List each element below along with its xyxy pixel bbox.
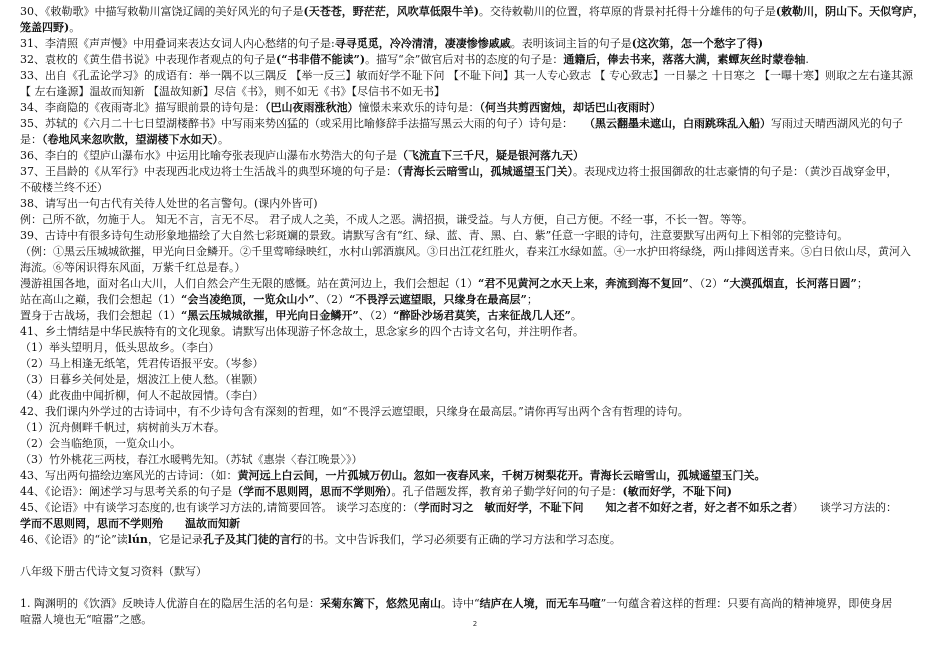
page-number: 2: [472, 620, 478, 628]
line-text: （1）举头望明月，低头思故乡。（李白）: [20, 341, 220, 354]
line-text: 八年级下册古代诗文复习资料（默写）: [20, 565, 207, 578]
line-text: 海流。⑥等闲识得东风面，万紫千红总是春。）: [20, 261, 246, 274]
answer-text: 学而时习之 敏而好学，不耻下问 知之者不如好之者，好之者不如乐之者: [418, 501, 793, 514]
answer-text: （青海长云暗雪山，孤城遥望玉门关）: [397, 165, 573, 178]
line-text: 30、《敕勒歌》中描写敕勒川富饶辽阔的美好风光的句子是: [20, 5, 304, 18]
line-text: 、（2）: [358, 309, 394, 322]
answer-text: （黑云翻墨未遮山，白雨跳珠乱入船）: [589, 117, 771, 130]
text-line: [20, 212, 932, 228]
text-line: [20, 404, 932, 420]
line-text: 33、出自《孔孟论学习》的成语有：举一隅不以三隅反 【举一反三】敏而好学不耻下问 【不耻下问】其一人专心致志 【 专心致志】一日暴之 十日寒之 【一曝十寒】则取之左右逢其源: [20, 69, 913, 82]
line-text: 36、李白的《望庐山瀑布水》中运用比喻夸张表现庐山瀑布水势浩大的句子是: [20, 149, 397, 162]
line-text: 。: [570, 309, 582, 322]
line-text: ） 谈学习方法的：: [792, 501, 897, 514]
answer-text: （卷地风来忽吹散，望湖楼下水如天）: [42, 133, 218, 146]
text-line: [20, 516, 932, 532]
text-line: [20, 260, 932, 276]
text-line: [20, 484, 932, 500]
text-line: [20, 20, 932, 36]
answer-text: (天苍苍，野茫茫，风吹草低限牛羊): [303, 5, 479, 18]
line-text: 37、王昌龄的《从军行》中表现西北戍边将士生活战斗的典型环境的句子是：: [20, 165, 397, 178]
line-text: 31、李清照《声声慢》中用叠词来表达女词人内心愁绪的句子是:: [20, 37, 335, 50]
line-text: 。孔子借题发挥，教育弟子勤学好问的句子是：: [391, 485, 623, 498]
answer-text: “大漠孤烟直，长河落日圆”: [723, 277, 857, 290]
answer-text: （飞流直下三千尺，疑是银河落九天）: [397, 149, 584, 162]
line-text: 是：: [20, 133, 42, 146]
line-text: 32、袁枚的《黄生借书说》中表现作者观点的句子是: [20, 53, 276, 66]
answer-text: lún: [127, 533, 148, 546]
line-text: 34、李商隐的《夜雨寄北》描写眼前景的诗句是：: [20, 101, 265, 114]
answer-text: 笼盖四野): [20, 21, 70, 34]
answer-text: （学而不思则罔，思而不学则殆）: [232, 485, 392, 498]
line-text: （例：①黑云压城城欲摧，甲光向日金鳞开。②千里莺啼绿映红，水村山郭酒旗风。③日出江花红胜火，春来江水绿如蓝。④一水护田将绿绕，两山排闼送青来。⑤白日依山尽，黄河入: [20, 245, 911, 258]
line-text: ”一句蕴含着这样的哲理：只要有高尚的精神境界，即使身居: [600, 597, 893, 610]
answer-text: （巴山夜雨涨秋池）: [265, 101, 359, 114]
answer-text: 孔子及其门徒的言行: [202, 533, 302, 546]
line-text: 46、《论语》的“论”读: [20, 533, 128, 546]
line-text: 35、苏轼的《六月二十七日望湖楼醉书》中写雨来势凶猛的（或采用比喻修辞手法描写黑云大雨的句子）诗句是：: [20, 117, 590, 130]
line-text: ；: [856, 277, 868, 290]
answer-text: (敕勒川，阴山下。天似穹庐，: [775, 5, 925, 18]
text-line: [20, 452, 932, 468]
text-line: [20, 196, 932, 212]
line-text: （1）沉舟侧畔千帆过，病树前头万木春。: [20, 421, 225, 434]
line-text: 憧憬未来欢乐的诗句是：: [358, 101, 480, 114]
line-text: 41、乡土情结是中华民族特有的文化现象。请默写出体现游子怀念故土，思念家乡的四个古诗文名句，并注明作者。: [20, 325, 584, 338]
answer-text: 黄河远上白云间，一片孤城万仞山。忽如一夜春风来，千树万树梨花开。青海长云暗雪山，孤城遥望玉门关。: [237, 469, 766, 482]
answer-text: 采菊东篱下，悠然见南山: [320, 597, 441, 610]
text-line: [20, 36, 932, 52]
line-text: 。表现戍边将士报国御敌的壮志豪情的句子是：（黄沙百战穿金甲，: [573, 165, 898, 178]
line-text: 。: [69, 21, 81, 34]
line-text: 漫游祖国各地，面对名山大川，人们自然会产生无限的感慨。站在黄河边上，我们会想起（1）: [20, 277, 478, 290]
text-line: [20, 180, 932, 196]
line-text: 45、《论语》中有谈学习态度的,也有谈学习方法的,请简要回答。 谈学习态度的：（: [20, 501, 419, 514]
line-text: （3）日暮乡关何处是，烟波江上使人愁。（崔颢）: [20, 373, 264, 386]
text-line: [20, 4, 932, 20]
answer-text: 结庐在人境，而无车马喧: [479, 597, 601, 610]
text-line: [20, 244, 932, 260]
line-text: 1. 陶渊明的《饮酒》反映诗人优游自在的隐居生活的名句是：: [20, 597, 320, 610]
answer-text: “君不见黄河之水天上来，奔流到海不复回”: [478, 277, 689, 290]
text-line: [20, 388, 932, 404]
text-line: [20, 164, 932, 180]
line-text: 例：己所不欲，勿施于人。 知无不言，言无不尽。 君子成人之美，不成人之恶。满招损，谦受益。与人方便，自己方便。不经一事，不长一智。等等。: [20, 213, 753, 226]
text-line: [20, 84, 932, 100]
text-line: [20, 564, 932, 580]
answer-text: (这次第，怎一个愁字了得): [631, 37, 764, 50]
answer-text: 学而不思则罔，思而不学则殆 温故而知新: [20, 517, 240, 530]
answer-text: （何当共剪西窗烛，却话巴山夜雨时）: [479, 101, 661, 114]
line-text: 。表明该词主旨的句子是: [510, 37, 632, 50]
text-line: [20, 292, 932, 308]
answer-text: 通籍后，俸去书来，落落大满，素蟫灰丝时蒙卷轴: [563, 53, 806, 66]
line-text: 。诗中“: [441, 597, 480, 610]
line-text: 不破楼兰终不还）: [20, 181, 108, 194]
text-line: [20, 228, 932, 244]
line-text: 44、《论语》：阐述学习与思考关系的句子是: [20, 485, 232, 498]
line-text: 、（2）: [314, 293, 350, 306]
text-line: [20, 420, 932, 436]
text-line: [20, 276, 932, 292]
answer-text: “不畏浮云遮望眼，只缘身在最高层”: [349, 293, 527, 306]
line-text: .: [805, 53, 809, 66]
line-text: 【 左右逢源】温故而知新 【温故知新】尽信《书》，则不如无《书》【尽信书不如无书】: [20, 85, 445, 98]
answer-text: “黑云压城城欲摧，甲光向日金鳞开”: [181, 309, 359, 322]
answer-text: (“书非借不能读”): [276, 53, 366, 66]
text-line: [20, 308, 932, 324]
answer-text: 寻寻觅觅，冷冷清清，凄凄惨惨戚戚: [334, 37, 511, 50]
text-line: [20, 116, 932, 132]
line-text: （2）会当临绝顶，一览众山小。: [20, 437, 181, 450]
text-line: [20, 500, 932, 516]
line-text: 。: [218, 133, 229, 146]
text-line: [20, 372, 932, 388]
line-text: ；: [526, 293, 538, 306]
line-text: 42、我们课内外学过的古诗词中，有不少诗句含有深刻的哲理，如“不畏浮云遮望眼，只缘身在最高层。”请你再写出两个含有哲理的诗句。: [20, 405, 689, 418]
paragraph-gap: [20, 580, 932, 596]
text-line: [20, 356, 932, 372]
line-text: 38、请写出一句古代有关待人处世的名言警句。(课内外皆可): [20, 197, 318, 210]
text-line: [20, 596, 932, 612]
line-text: ，它是记录: [147, 533, 203, 546]
line-text: （2）马上相逢无纸笔，凭君传语报平安。（岑参）: [20, 357, 264, 370]
answer-text: “醉卧沙场君莫笑，古来征战几人还”: [393, 309, 571, 322]
line-text: 43、写出两句描绘边塞风光的古诗词：（如：: [20, 469, 238, 482]
line-text: （4）此夜曲中闻折柳，何人不起故园情。（李白）: [20, 389, 264, 402]
text-line: [20, 52, 932, 68]
line-text: 写雨过天晴西湖风光的句子: [771, 117, 903, 130]
line-text: （3）竹外桃花三两枝，春江水暖鸭先知。（苏轼《惠崇〈春江晚景〉》）: [20, 453, 363, 466]
document-body: [20, 4, 932, 628]
answer-text: (敏而好学，不耻下问): [622, 485, 732, 498]
text-line: [20, 132, 932, 148]
paragraph-gap: [20, 548, 932, 564]
text-line: [20, 68, 932, 84]
text-line: [20, 324, 932, 340]
text-line: [20, 532, 932, 548]
line-text: 。交待敕勒川的位置，将草原的背景衬托得十分雄伟的句子是: [478, 5, 776, 18]
answer-text: “会当凌绝顶，一览众山小”: [181, 293, 315, 306]
line-text: 的书。文中告诉我们，学习必须要有正确的学习方法和学习态度。: [301, 533, 621, 546]
line-text: 喧嚣人境也无“喧嚣”之感。: [20, 613, 153, 626]
line-text: 置身于古战场，我们会想起（1）: [20, 309, 181, 322]
text-line: [20, 436, 932, 452]
line-text: 、（2）: [688, 277, 724, 290]
line-text: 39、古诗中有很多诗句生动形象地描绘了大自然七彩斑斓的景致。请默写含有“红、绿、蓝、青、黑、白、紫”任意一字眼的诗句，注意要默写出两句上下相邻的完整诗句。: [20, 229, 849, 242]
line-text: 站在高山之巅，我们会想起（1）: [20, 293, 181, 306]
line-text: 。描写“余”做官后对书的态度的句子是：: [365, 53, 564, 66]
text-line: [20, 340, 932, 356]
text-line: [20, 468, 932, 484]
text-line: [20, 100, 932, 116]
text-line: [20, 148, 932, 164]
